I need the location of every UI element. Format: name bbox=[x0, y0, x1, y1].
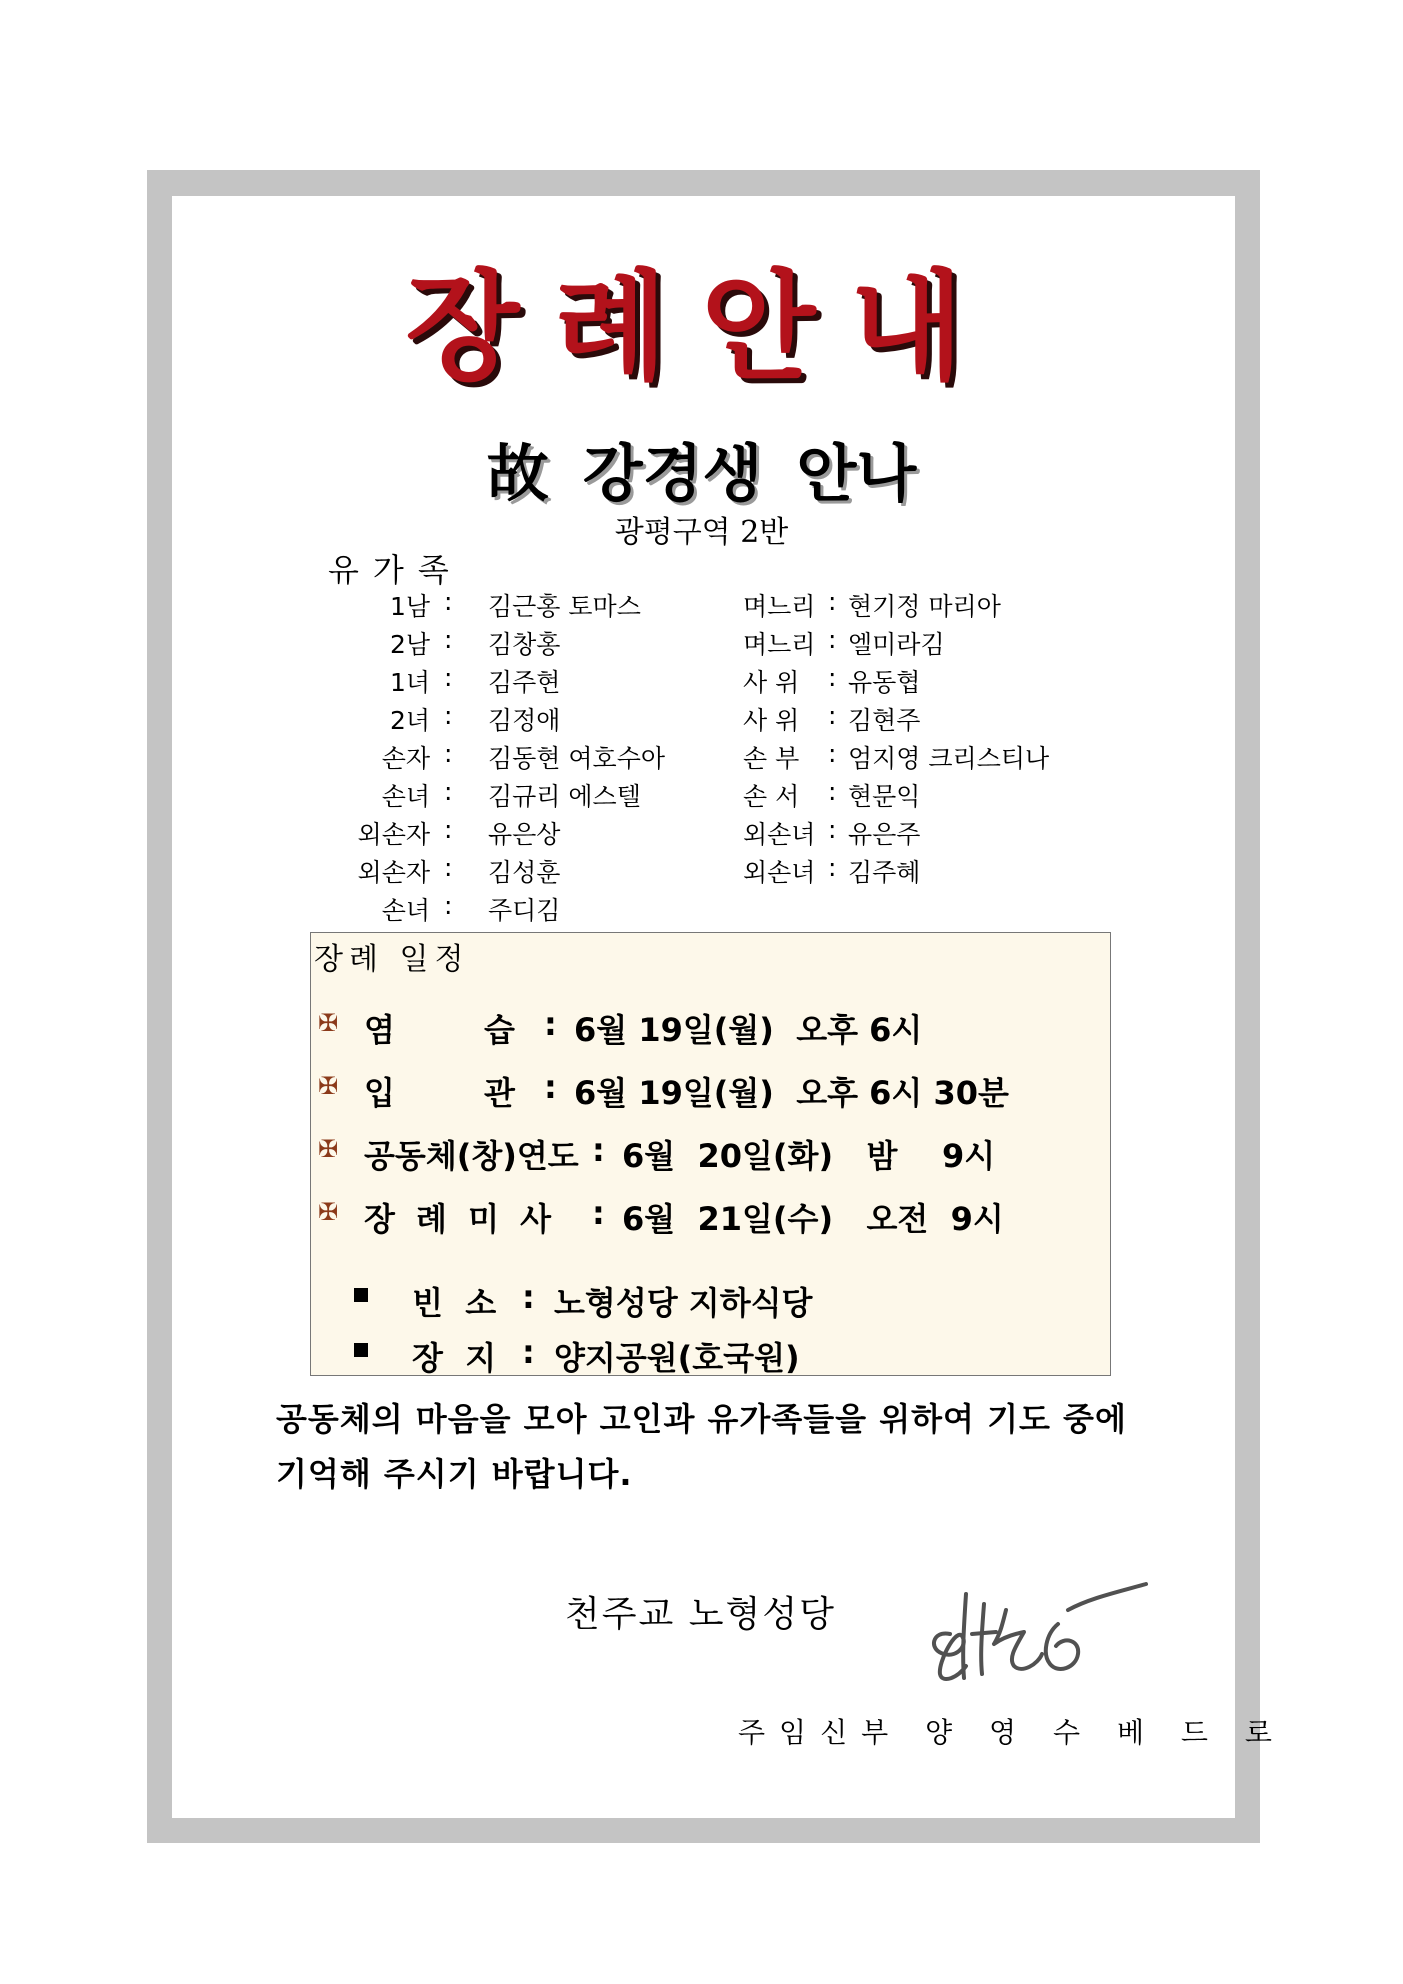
relation-colon: : bbox=[444, 625, 453, 654]
info-colon: : bbox=[522, 1278, 535, 1316]
relation-label: 손녀 bbox=[381, 896, 430, 925]
relation-colon: : bbox=[444, 815, 453, 844]
relation-label: 며느리 bbox=[743, 592, 816, 621]
cross-pattee-icon: ✠ bbox=[318, 1072, 339, 1100]
event-colon: : bbox=[544, 1005, 557, 1043]
relative-name: 김규리 에스텔 bbox=[488, 782, 641, 811]
relation-colon: : bbox=[828, 853, 837, 882]
relation-colon: : bbox=[828, 701, 837, 730]
message-line: 공동체의 마음을 모아 고인과 유가족들을 위하여 기도 중에 bbox=[276, 1400, 1127, 1438]
relation-label: 손 부 bbox=[743, 744, 800, 773]
relative-name: 유은상 bbox=[488, 820, 561, 849]
relation-label: 외손녀 bbox=[743, 858, 816, 887]
relation-colon: : bbox=[444, 777, 453, 806]
relation-colon: : bbox=[444, 853, 453, 882]
relation-colon: : bbox=[444, 891, 453, 920]
deceased-name-line bbox=[0, 424, 1403, 513]
pastor-name: 주임신부 양 영 수 베 드 로 bbox=[738, 1716, 1286, 1749]
relation-colon: : bbox=[828, 739, 837, 768]
relation-label: 사 위 bbox=[743, 668, 800, 697]
info-value: 양지공원(호국원) bbox=[554, 1339, 800, 1377]
relation-label: 1남 bbox=[389, 592, 430, 621]
info-value: 노형성당 지하식당 bbox=[554, 1284, 813, 1322]
event-colon: : bbox=[592, 1194, 605, 1232]
event-label: 입 관 bbox=[364, 1074, 515, 1112]
pastor-signature bbox=[918, 1574, 1150, 1694]
deceased-name: 강경생 bbox=[582, 437, 763, 510]
relation-label: 사 위 bbox=[743, 706, 800, 735]
relation-label: 외손자 bbox=[357, 820, 430, 849]
info-label: 빈 소 bbox=[412, 1284, 497, 1322]
relative-name: 현기정 마리아 bbox=[848, 592, 1001, 621]
event-value: 6월 21일(수) 오전 9시 bbox=[622, 1200, 1004, 1238]
relation-label: 며느리 bbox=[743, 630, 816, 659]
relation-colon: : bbox=[444, 739, 453, 768]
relative-name: 김주혜 bbox=[848, 858, 921, 887]
relative-name: 김동현 여호수아 bbox=[488, 744, 665, 773]
relation-label: 2남 bbox=[389, 630, 430, 659]
relative-name: 김성훈 bbox=[488, 858, 561, 887]
event-value: 6월 20일(화) 밤 9시 bbox=[622, 1137, 996, 1175]
relative-name: 엘미라김 bbox=[848, 630, 945, 659]
event-value: 6월 19일(월) 오후 6시 bbox=[574, 1011, 923, 1049]
message-line: 기억해 주시기 바랍니다. bbox=[276, 1455, 633, 1493]
relation-label: 1녀 bbox=[389, 668, 430, 697]
square-bullet-icon bbox=[354, 1343, 368, 1357]
relation-label: 손자 bbox=[381, 744, 430, 773]
info-label: 장 지 bbox=[412, 1339, 497, 1377]
relation-colon: : bbox=[444, 701, 453, 730]
prayer-message bbox=[276, 1392, 1176, 1502]
relative-name: 김주현 bbox=[488, 668, 561, 697]
relative-name: 김현주 bbox=[848, 706, 921, 735]
relation-colon: : bbox=[444, 663, 453, 692]
event-value: 6월 19일(월) 오후 6시 30분 bbox=[574, 1074, 1009, 1112]
square-bullet-icon bbox=[354, 1288, 368, 1302]
info-colon: : bbox=[522, 1333, 535, 1371]
district-label: 광평구역 2반 bbox=[614, 515, 789, 550]
cross-pattee-icon: ✠ bbox=[318, 1009, 339, 1037]
event-colon: : bbox=[544, 1068, 557, 1106]
relative-name: 엄지영 크리스티나 bbox=[848, 744, 1050, 773]
cross-pattee-icon: ✠ bbox=[318, 1198, 339, 1226]
relative-name: 김정애 bbox=[488, 706, 561, 735]
relation-label: 손 서 bbox=[743, 782, 800, 811]
relation-colon: : bbox=[828, 777, 837, 806]
relative-name: 김창홍 bbox=[488, 630, 561, 659]
relative-name: 주디김 bbox=[488, 896, 561, 925]
deceased-prefix: 故 bbox=[486, 437, 549, 510]
schedule-heading: 장례 일정 bbox=[314, 942, 470, 977]
event-label: 염 습 bbox=[364, 1011, 515, 1049]
relation-colon: : bbox=[828, 815, 837, 844]
event-label: 공동체(창)연도 bbox=[364, 1137, 579, 1175]
relation-colon: : bbox=[444, 587, 453, 616]
cross-pattee-icon: ✠ bbox=[318, 1135, 339, 1163]
event-colon: : bbox=[592, 1131, 605, 1169]
church-name: 천주교 노형성당 bbox=[565, 1594, 836, 1635]
relative-name: 유은주 bbox=[848, 820, 921, 849]
relation-label: 외손자 bbox=[357, 858, 430, 887]
relation-colon: : bbox=[828, 587, 837, 616]
family-heading: 유가족 bbox=[328, 551, 463, 589]
relation-label: 손녀 bbox=[381, 782, 430, 811]
relation-colon: : bbox=[828, 625, 837, 654]
deceased-baptismal-name: 안나 bbox=[796, 437, 917, 510]
event-label: 장 례 미 사 bbox=[364, 1200, 552, 1238]
relation-colon: : bbox=[828, 663, 837, 692]
relative-name: 유동협 bbox=[848, 668, 921, 697]
relative-name: 김근홍 토마스 bbox=[488, 592, 641, 621]
notice-title: 장례안내 bbox=[405, 258, 998, 396]
relation-label: 외손녀 bbox=[743, 820, 816, 849]
relation-label: 2녀 bbox=[389, 706, 430, 735]
relative-name: 현문익 bbox=[848, 782, 921, 811]
